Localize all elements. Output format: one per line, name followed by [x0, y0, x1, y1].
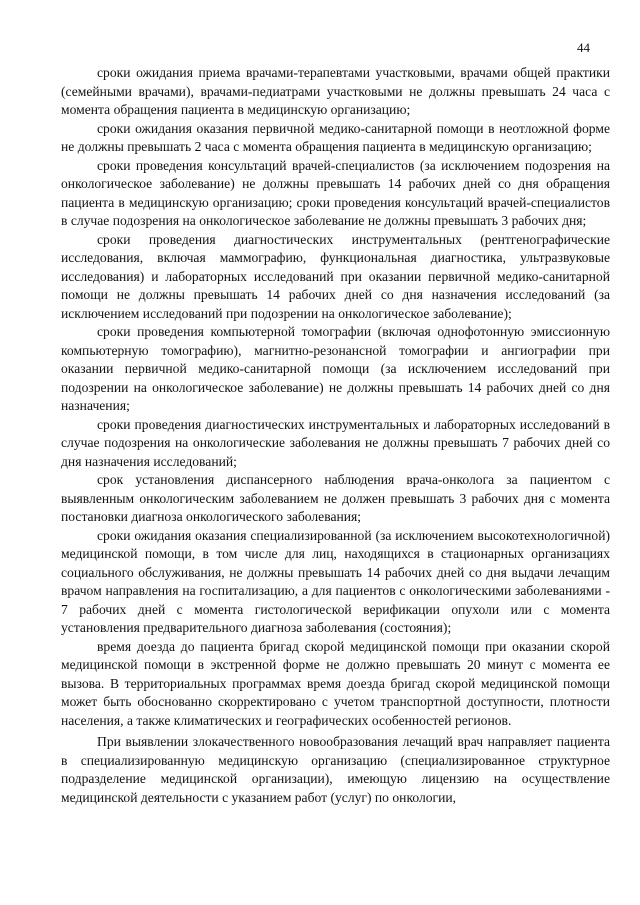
paragraph-specialist-consultations: сроки проведения консультаций врачей-специалистов (за исключением подозрения на онкологическое заболевание) не должны превышать 14 рабочих дней со дня обращения пациента в медицинскую организацию; сроки проведения консультаций врачей-специалистов в случае подозрения на онкологическое заболевание не должны превышать 3 рабочих дня;	[61, 157, 610, 228]
paragraph-oncology-diagnostics: сроки проведения диагностических инструментальных и лабораторных исследований в случае подозрения на онкологические заболевания не должны превышать 7 рабочих дней со дня назначения исследований;	[61, 416, 610, 469]
paragraph-ct-mri-angiography: сроки проведения компьютерной томографии (включая однофотонную эмиссионную компьютерную томографию), магнитно-резонансной томографии и ангиографии при оказании первичной медико-санитарной помощи (за исключением исследований при подозрении на онкологическое заболевание) не должны превышать 14 рабочих дней со дня назначения;	[61, 324, 610, 413]
paragraph-malignant-neoplasm: При выявлении злокачественного новообразования лечащий врач направляет пациента в специализированную медицинскую организацию (специализированное структурное подразделение медицинской организации), имеющую лицензию на осуществление медицинской деятельности с указанием работ (услуг) по онкологии,	[61, 734, 610, 805]
page-number: 44	[577, 40, 590, 55]
paragraph-diagnostic-tests: сроки проведения диагностических инструментальных (рентгенографические исследования, включая маммографию, функциональная диагностика, ультразвуковые исследования) и лабораторных исследований при оказании первичной медико-санитарной помощи не должны превышать 14 рабочих дней со дня назначения исследований (за исключением исследований при подозрении на онкологическое заболевание);	[61, 231, 610, 321]
paragraph-specialized-care: сроки ожидания оказания специализированной (за исключением высокотехнологичной) медицинской помощи, в том числе для лиц, находящихся в стационарных организациях социального обслуживания, не должны превышать 14 рабочих дней со дня выдачи лечащим врачом направления на госпитализацию, а для пациентов с онкологическими заболеваниями - 7 рабочих дней с момента гистологической верификации опухоли или с момента установления предварительного диагноза заболевания (состояния);	[61, 527, 610, 635]
document-body	[61, 64, 610, 807]
paragraph-wait-therapists: сроки ожидания приема врачами-терапевтами участковыми, врачами общей практики (семейными врачами), врачами-педиатрами участковыми не должны превышать 24 часа с момента обращения пациента в медицинскую организацию;	[61, 65, 610, 117]
paragraph-oncology-dispensary: срок установления диспансерного наблюдения врача-онколога за пациентом с выявленным онкологическим заболеванием не должен превышать 3 рабочих дня с момента постановки диагноза онкологического заболевания;	[61, 472, 610, 524]
paragraph-ambulance-arrival: время доезда до пациента бригад скорой медицинской помощи при оказании скорой медицинской помощи в экстренной форме не должно превышать 20 минут с момента ее вызова. В территориальных программах время доезда бригад скорой медицинской помощи может быть обоснованно скорректировано с учетом транспортной доступности, плотности населения, а также климатических и географических особенностей регионов.	[61, 638, 610, 728]
paragraph-wait-urgent-care: сроки ожидания оказания первичной медико-санитарной помощи в неотложной форме не должны превышать 2 часа с момента обращения пациента в медицинскую организацию;	[61, 120, 610, 154]
